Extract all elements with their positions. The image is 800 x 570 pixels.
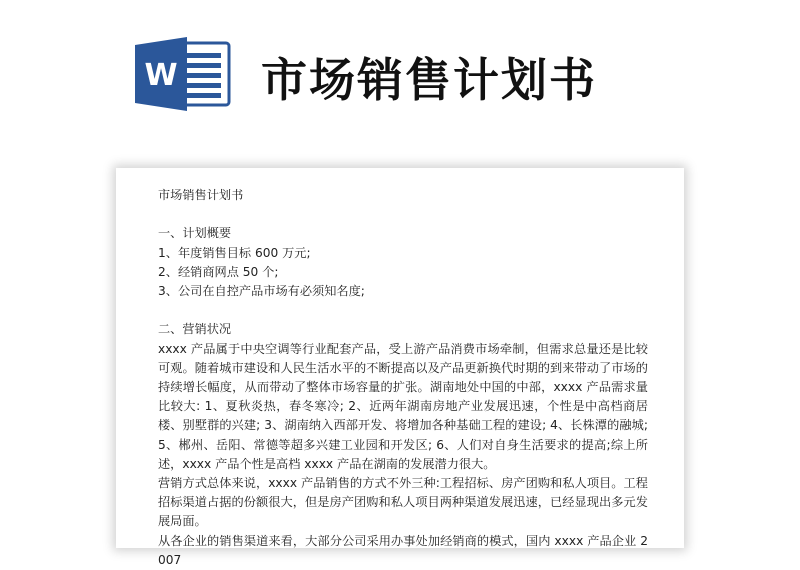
- document-title: 市场销售计划书: [158, 188, 244, 202]
- paragraph: xxxx 产品属于中央空调等行业配套产品，受上游产品消费市场牵制，但需求总量还是比较可观。随着城市建设和人民生活水平的不断提高以及产品更新换代时期的到来带动了市场的持续增长幅度，从而带动了整体市场容量的扩张。湖南地处中国的中部，xxxx 产品需求量比较大: 1、夏秋炎热，春冬寒冷; 2、近两年湖南房地产业发展迅速，个性是中高档商居楼、别墅群的兴建; 3、湖南纳入西部开发、将增加各种基础工程的建设; 4、长株潭的融城; 5、郴州、岳阳、常德等超多兴建工业园和开发区; 6、人们对自身生活要求的提高;综上所述，xxxx 产品个性是高档 xxxx 产品在湖南的发展潜力很大。: [158, 341, 648, 471]
- section-heading-summary: 一、计划概要: [158, 226, 232, 241]
- summary-item: 1、年度销售目标 600 万元;: [158, 245, 311, 260]
- summary-item: 3、公司在自控产品市场有必须知名度;: [158, 283, 365, 298]
- section-heading-marketing: 二、营销状况: [158, 322, 232, 337]
- blank-line: [158, 301, 648, 320]
- word-icon: [135, 37, 231, 111]
- paragraph: 从各企业的销售渠道来看，大部分公司采用办事处加经销商的模式，国内 xxxx 产品企业 2007: [158, 533, 648, 567]
- summary-item: 2、经销商网点 50 个;: [158, 264, 279, 279]
- blank-line: [158, 205, 648, 224]
- document-body: [158, 186, 648, 570]
- word-icon-letter: W: [144, 58, 178, 93]
- page-title: 市场销售计划书: [261, 53, 597, 107]
- paragraph: 营销方式总体来说，xxxx 产品销售的方式不外三种:工程招标、房产团购和私人项目。工程招标渠道占据的份额很大，但是房产团购和私人项目两种渠道发展迅速，已经显现出多元发展局面。: [158, 475, 648, 529]
- header-banner: [0, 0, 800, 140]
